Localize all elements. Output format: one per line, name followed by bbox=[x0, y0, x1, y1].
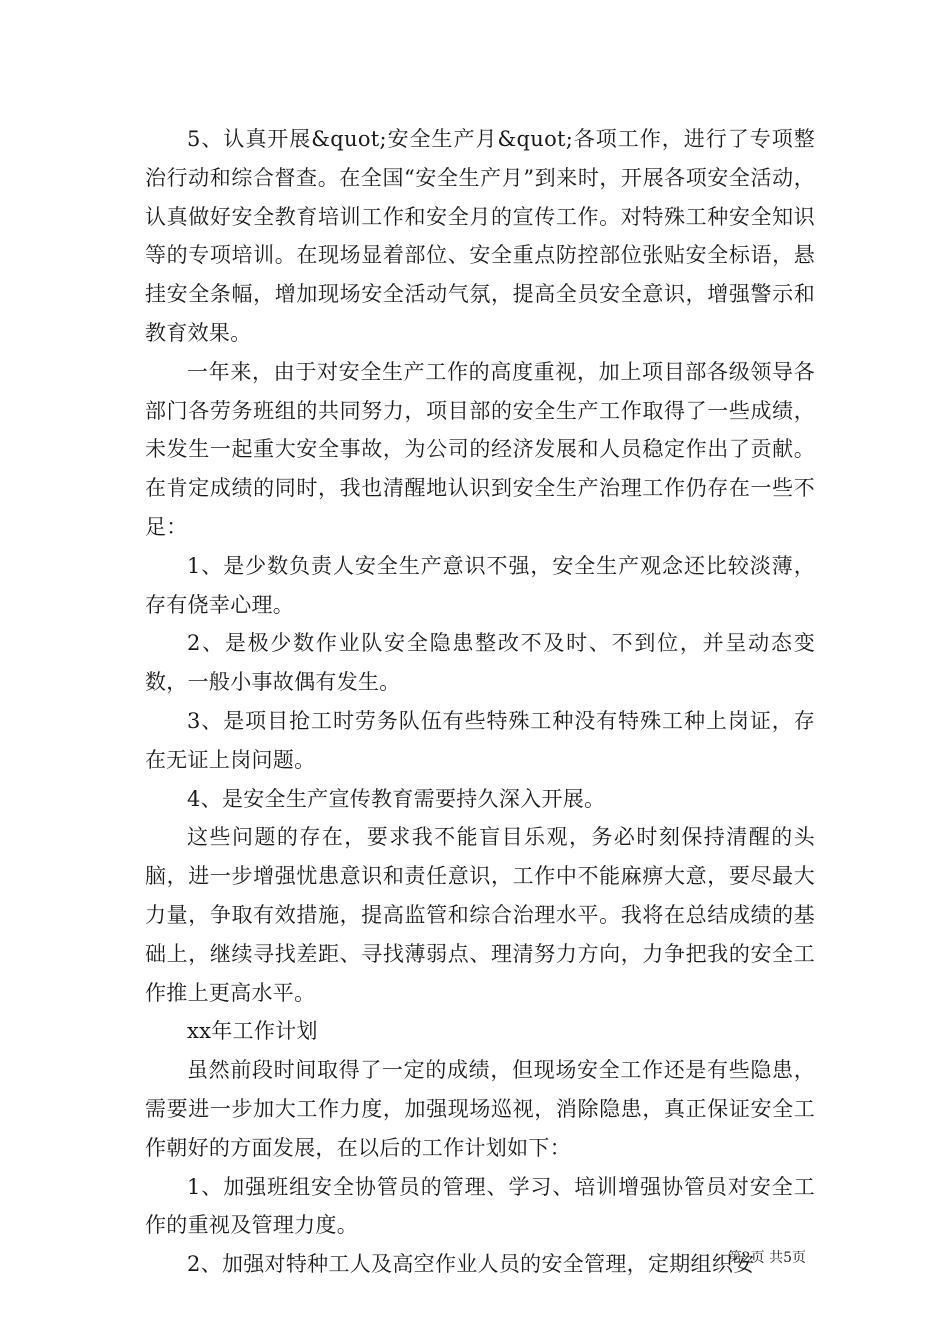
paragraph-reflection: 这些问题的存在，要求我不能盲目乐观，务必时刻保持清醒的头脑，进一步增强忧患意识和责任意识，工作中不能麻痹大意，要尽最大力量，争取有效措施，提高监管和综合治理水平。我将在总结成绩的基础上，继续寻找差距、寻找薄弱点、理清努力方向，力争把我的安全工作推上更高水平。 bbox=[145, 825, 815, 1005]
paragraph-issue-2: 2、是极少数作业队安全隐患整改不及时、不到位，并呈动态变数，一般小事故偶有发生。 bbox=[145, 631, 815, 695]
document-body bbox=[145, 120, 815, 1284]
page-number-footer: 第2页 共5页 bbox=[727, 1250, 806, 1266]
paragraph-issue-3: 3、是项目抢工时劳务队伍有些特殊工种没有特殊工种上岗证，存在无证上岗问题。 bbox=[145, 708, 815, 772]
paragraph-plan-intro: 虽然前段时间取得了一定的成绩，但现场安全工作还是有些隐患，需要进一步加大工作力度，加强现场巡视，消除隐患，真正保证安全工作朝好的方面发展，在以后的工作计划如下： bbox=[145, 1058, 815, 1160]
paragraph-plan-2: 2、加强对特种工人及高空作业人员的安全管理，定期组织安 bbox=[187, 1252, 755, 1277]
paragraph-year-summary: 一年来，由于对安全生产工作的高度重视，加上项目部各级领导各部门各劳务班组的共同努力，项目部的安全生产工作取得了一些成绩，未发生一起重大安全事故，为公司的经济发展和人员稳定作出了贡献。在肯定成绩的同时，我也清醒地认识到安全生产治理工作仍存在一些不足： bbox=[145, 359, 815, 539]
paragraph-plan-1: 1、加强班组安全协管员的管理、学习、培训增强协管员对安全工作的重视及管理力度。 bbox=[145, 1174, 815, 1238]
paragraph-issue-4: 4、是安全生产宣传教育需要持久深入开展。 bbox=[187, 786, 606, 811]
paragraph-issue-1: 1、是少数负责人安全生产意识不强，安全生产观念还比较淡薄，存有侥幸心理。 bbox=[145, 553, 815, 617]
paragraph-item-5: 5、认真开展&quot;安全生产月&quot;各项工作，进行了专项整治行动和综合督查。在全国“安全生产月”到来时，开展各项安全活动，认真做好安全教育培训工作和安全月的宣传工作。对特殊工种安全知识等的专项培训。在现场显着部位、安全重点防控部位张贴安全标语，悬挂安全条幅，增加现场安全活动气氛，提高全员安全意识，增强警示和教育效果。 bbox=[145, 127, 815, 345]
section-heading-work-plan: xx年工作计划 bbox=[187, 1019, 318, 1044]
